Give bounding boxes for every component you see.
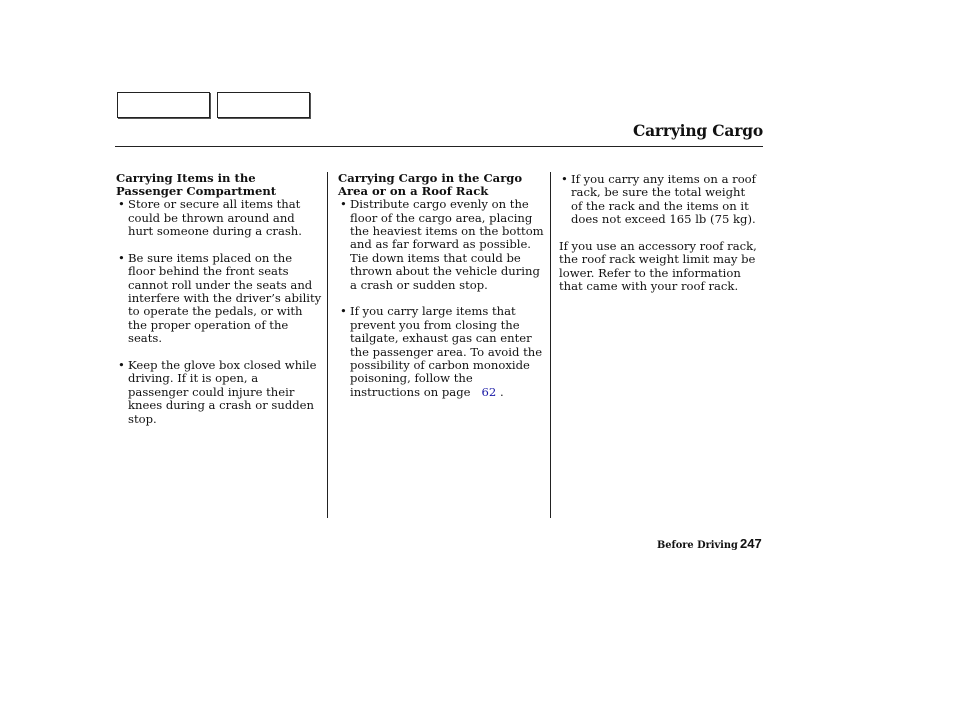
section-heading: Carrying Cargo in the Cargo Area or on a Roof Rack (338, 171, 523, 198)
section-footer-label: Before Driving (657, 540, 738, 551)
bullet-item: • Be sure items placed on the floor behind the front seats cannot roll under the seats and interfere with the driver’s ability to operate the pedals, or with the proper operation of the seats. (116, 252, 322, 346)
title-divider (115, 146, 763, 147)
bullet-text-end: . (500, 384, 504, 399)
main-menu-button[interactable] (117, 92, 210, 118)
bullet-item (338, 305, 544, 399)
bullet-item: • If you carry any items on a roof rack, be sure the total weight of the rack and the items on it does not exceed 165 lb (75 kg). (559, 173, 759, 227)
index-button[interactable] (217, 92, 310, 118)
page-link[interactable]: 62 (481, 384, 497, 399)
page-number: 247 (740, 536, 762, 551)
column-passenger-compartment (116, 172, 322, 439)
column-divider (327, 172, 328, 518)
section-heading: Carrying Items in the Passenger Compartment (116, 171, 277, 198)
bullet-text: If you carry large items that prevent you from closing the tailgate, exhaust gas can enter the passenger area. To avoid the possibility of carbon monoxide poisoning, follow the instructions on page (350, 304, 543, 399)
column-divider (550, 172, 551, 518)
paragraph: If you use an accessory roof rack, the roof rack weight limit may be lower. Refer to the information that came with your roof rack. (559, 239, 757, 294)
column-cargo-area (338, 172, 544, 413)
bullet-item: • Store or secure all items that could be thrown around and hurt someone during a crash. (116, 198, 322, 238)
page-title: Carrying Cargo (632, 121, 763, 140)
bullet-item: • Keep the glove box closed while driving. If it is open, a passenger could injure their knees during a crash or sudden stop. (116, 359, 322, 426)
bullet-item: • Distribute cargo evenly on the floor of the cargo area, placing the heaviest items on the bottom and as far forward as possible. Tie down items that could be thrown about the vehicle during a crash or sudden stop. (338, 198, 544, 292)
column-roof-rack (559, 172, 759, 307)
